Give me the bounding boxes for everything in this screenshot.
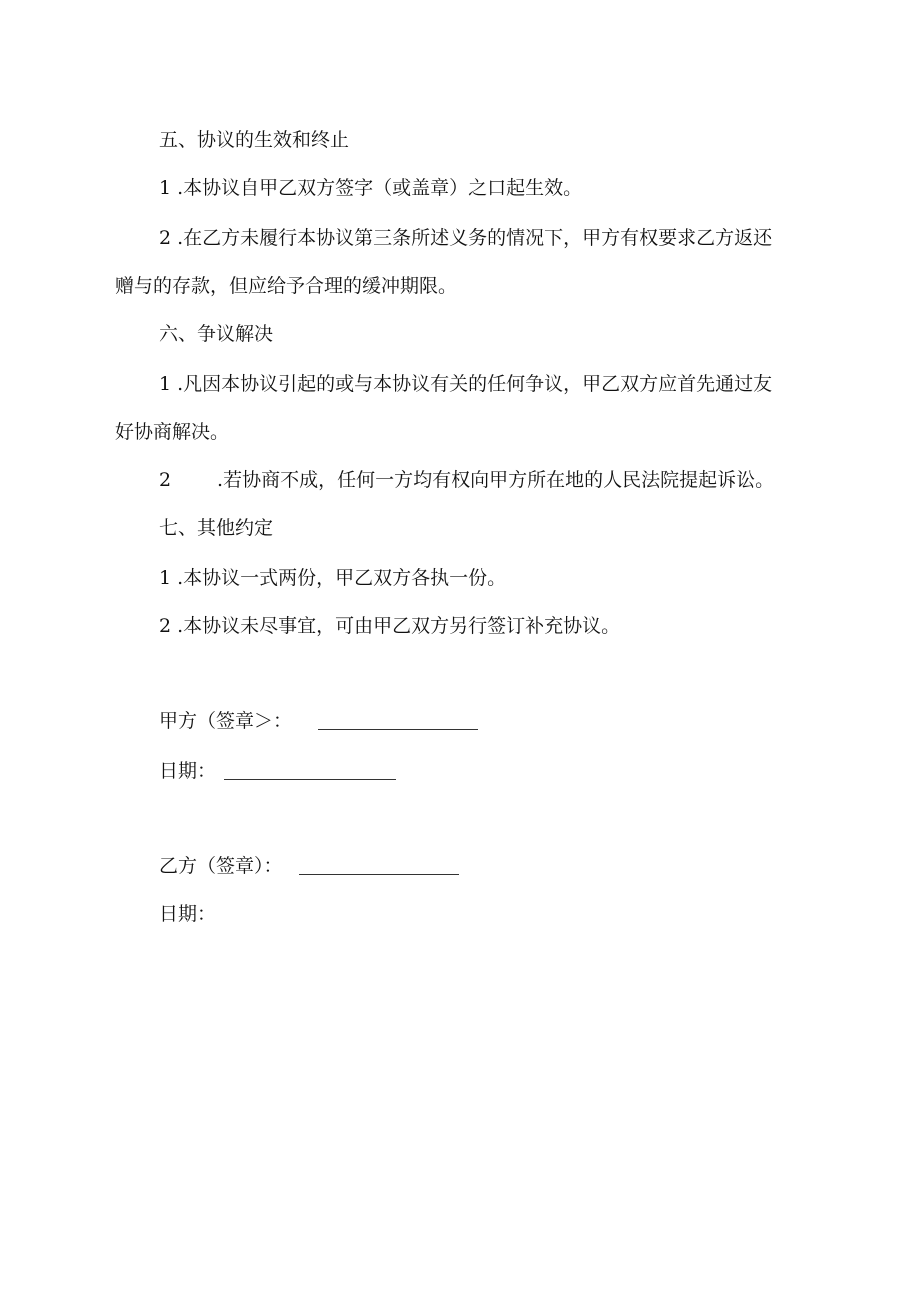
- item-number: 2: [159, 469, 172, 491]
- party-a-date-label: 日期：: [159, 760, 217, 782]
- party-a-signature-line[interactable]: [318, 728, 478, 730]
- item-number: 2: [159, 615, 172, 637]
- section-6-heading: 六、争议解决: [159, 323, 274, 345]
- section-7-item-2: [159, 614, 620, 638]
- item-text: .凡因本协议引起的或与本协议有关的任何争议，甲乙双方应首先通过友: [177, 373, 773, 395]
- party-a-date-line[interactable]: [224, 778, 396, 780]
- item-text: .若协商不成，任何一方均有权向甲方所在地的人民法院提起诉讼。: [217, 469, 775, 491]
- item-text: .在乙方未履行本协议第三条所述义务的情况下，甲方有权要求乙方返还: [177, 227, 773, 249]
- section-6-item-1-continued: 好协商解决。: [115, 421, 230, 443]
- party-b-signature-line[interactable]: [299, 873, 459, 875]
- party-b-date-label: 日期：: [159, 903, 217, 925]
- section-5-item-1: [159, 176, 582, 200]
- item-number: 1: [159, 373, 172, 395]
- section-6-item-1: [159, 372, 772, 396]
- party-a-signature: [159, 709, 478, 733]
- item-number: 1: [159, 177, 172, 199]
- section-5-heading: 五、协议的生效和终止: [159, 129, 350, 151]
- item-text: .本协议自甲乙双方签字（或盖章）之口起生效。: [177, 177, 583, 199]
- party-b-signature: [159, 854, 459, 878]
- section-7-heading: 七、其他约定: [159, 517, 274, 539]
- party-a-label: 甲方（签章＞：: [159, 710, 293, 732]
- item-text: .本协议一式两份，甲乙双方各执一份。: [177, 567, 507, 589]
- section-5-item-2-continued: 赠与的存款，但应给予合理的缓冲期限。: [115, 275, 458, 297]
- party-a-date: [159, 759, 396, 783]
- section-6-item-2: [159, 468, 774, 492]
- item-text: .本协议未尽事宜，可由甲乙双方另行签订补充协议。: [177, 615, 621, 637]
- item-number: 2: [159, 227, 172, 249]
- item-number: 1: [159, 567, 172, 589]
- party-b-label: 乙方（签章）：: [159, 855, 283, 877]
- section-7-item-1: [159, 566, 506, 590]
- party-b-date: [159, 902, 216, 926]
- section-5-item-2: [159, 226, 772, 250]
